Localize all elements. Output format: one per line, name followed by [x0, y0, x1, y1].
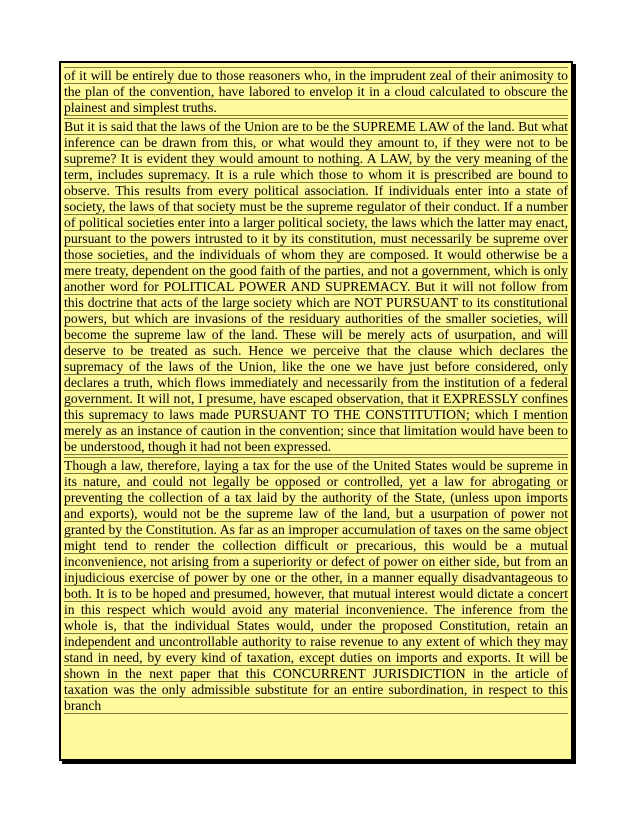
document-page	[59, 61, 573, 761]
paragraph-2: But it is said that the laws of the Union are to be the SUPREME LAW of the land. But what inference can be drawn from this, or what would they amount to, if they were not to be supreme? It is evident they would amount to nothing. A LAW, by the very meaning of the term, includes supremacy. It is a rule which those to whom it is prescribed are bound to observe. This results from every political association. If individuals enter into a state of society, the laws of that society must be the supreme regulator of their conduct. If a number of political societies enter into a larger political society, the laws which the latter may enact, pursuant to the powers intrusted to it by its constitution, must necessarily be supreme over those societies, and the individuals of whom they are composed. It would otherwise be a mere treaty, dependent on the good faith of the parties, and not a government, which is only another word for POLITICAL POWER AND SUPREMACY. But it will not follow from this doctrine that acts of the large society which are NOT PURSUANT to its constitutional powers, but which are invasions of the residuary authorities of the smaller societies, will become the supreme law of the land. These will be merely acts of usurpation, and will deserve to be treated as such. Hence we perceive that the clause which declares the supremacy of the laws of the Union, like the one we have just before considered, only declares a truth, which flows immediately and necessarily from the institution of a federal government. It will not, I presume, have escaped observation, that it EXPRESSLY confines this supremacy to laws made PURSUANT TO THE CONSTITUTION; which I mention merely as an instance of caution in the convention; since that limitation would have been to be understood, though it had not been expressed.	[64, 118, 568, 457]
paragraph-3: Though a law, therefore, laying a tax for the use of the United States would be supreme in its nature, and could not legally be opposed or controlled, yet a law for abrogating or preventing the collection of a tax laid by the authority of the State, (unless upon imports and exports), would not be the supreme law of the land, but a usurpation of power not granted by the Constitution. As far as an improper accumulation of taxes on the same object might tend to render the collection difficult or precarious, this would be a mutual inconvenience, not arising from a superiority or defect of power on either side, but from an injudicious exercise of power by one or the other, in a manner equally disadvantageous to both. It is to be hoped and presumed, however, that mutual interest would dictate a concert in this respect which would avoid any material inconvenience. The inference from the whole is, that the individual States would, under the proposed Constitution, retain an independent and uncontrollable authority to raise revenue to any extent of which they may stand in need, by every kind of taxation, except duties on imports and exports. It will be shown in the next paper that this CONCURRENT JURISDICTION in the article of taxation was the only admissible substitute for an entire subordination, in respect to this branch	[64, 457, 568, 716]
paragraph-1: of it will be entirely due to those reasoners who, in the imprudent zeal of their animosity to the plan of the convention, have labored to envelop it in a cloud calculated to obscure the plainest and simplest truths.	[64, 67, 568, 118]
